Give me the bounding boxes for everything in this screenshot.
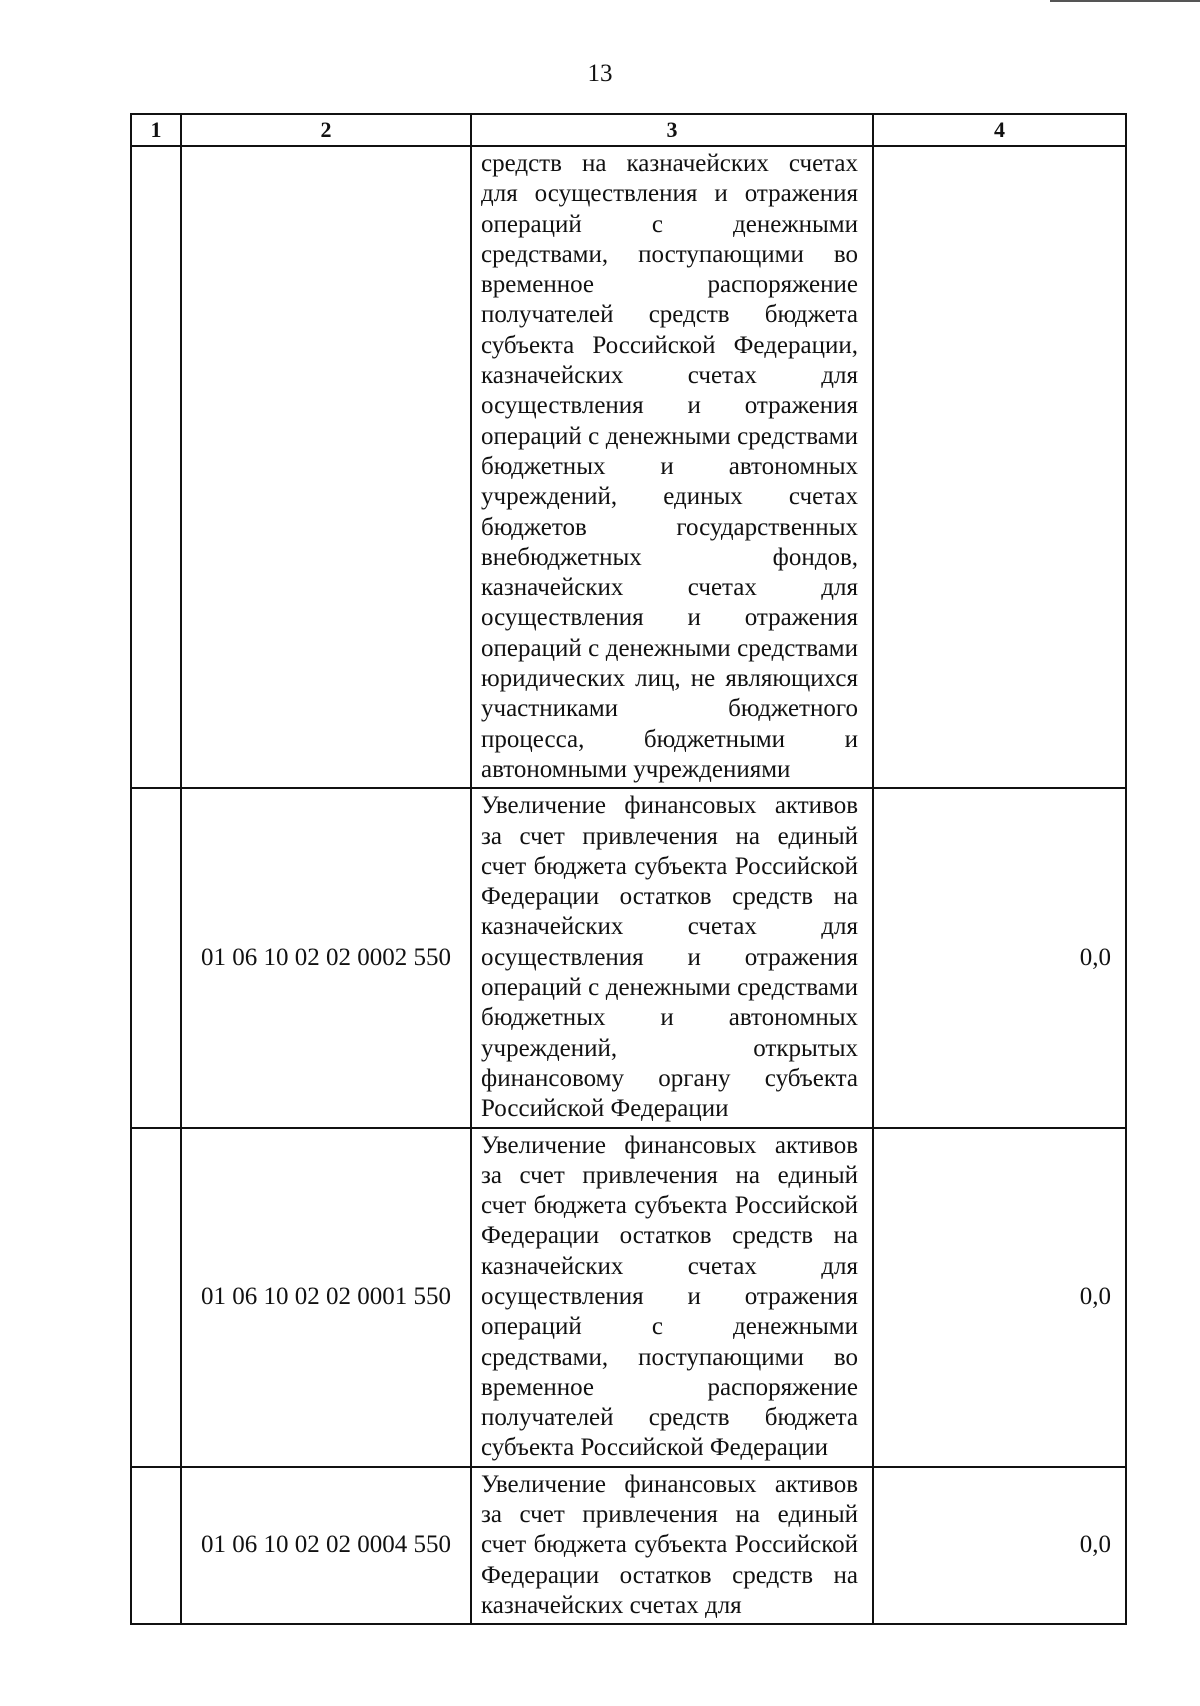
- description-text: Увеличение финансовых активов за счет привлечения на единый счет бюджета субъекта Российской Федерации остатков средств на казначейских счетах для осуществления и отражения операций с денежными средствами бюджетных и автономных учреждений, открытых финансовому органу субъекта Российской Федерации: [481, 792, 858, 1123]
- header-col-4: 4: [873, 114, 1126, 146]
- row-number-cell: [131, 146, 181, 788]
- code-cell: 01 06 10 02 02 0002 550: [181, 788, 471, 1127]
- table-row: [131, 146, 1126, 788]
- table-body: [131, 146, 1126, 1624]
- table-row: [131, 1128, 1126, 1467]
- page-number: 13: [587, 60, 613, 87]
- value-cell: 0,0: [873, 1467, 1126, 1624]
- code-cell: 01 06 10 02 02 0004 550: [181, 1467, 471, 1624]
- value-cell: 0,0: [873, 788, 1126, 1127]
- code-cell: 01 06 10 02 02 0001 550: [181, 1128, 471, 1467]
- header-col-2: 2: [181, 114, 471, 146]
- budget-table: [130, 113, 1127, 1625]
- value-cell: [873, 146, 1126, 788]
- table-header: [131, 114, 1126, 146]
- description-cell: [471, 788, 873, 1127]
- description-cell: [471, 146, 873, 788]
- top-edge-rule: [1050, 0, 1200, 2]
- header-col-1: 1: [131, 114, 181, 146]
- value-cell: 0,0: [873, 1128, 1126, 1467]
- code-cell: [181, 146, 471, 788]
- header-row: [131, 114, 1126, 146]
- description-text: Увеличение финансовых активов за счет привлечения на единый счет бюджета субъекта Российской Федерации остатков средств на казначейских счетах для: [481, 1470, 858, 1619]
- row-number-cell: [131, 1467, 181, 1624]
- budget-table-container: [130, 113, 1127, 1625]
- row-number-cell: [131, 1128, 181, 1467]
- description-cell: [471, 1128, 873, 1467]
- table-row: [131, 788, 1126, 1127]
- description-text: средств на казначейских счетах для осуществления и отражения операций с денежными средствами, поступающими во временное распоряжение получателей средств бюджета субъекта Российской Федерации, казначейских счетах для осуществления и отражения операций с денежными средствами бюджетных и автономных учреждений, единых счетах бюджетов государственных внебюджетных фондов, казначейских счетах для осуществления и отражения операций с денежными средствами юридических лиц, не являющихся участниками бюджетного процесса, бюджетными и автономными учреждениями: [481, 150, 858, 783]
- description-text: Увеличение финансовых активов за счет привлечения на единый счет бюджета субъекта Российской Федерации остатков средств на казначейских счетах для осуществления и отражения операций с денежными средствами, поступающими во временное распоряжение получателей средств бюджета субъекта Российской Федерации: [481, 1131, 858, 1462]
- header-col-3: 3: [471, 114, 873, 146]
- description-cell: [471, 1467, 873, 1624]
- table-row: [131, 1467, 1126, 1624]
- row-number-cell: [131, 788, 181, 1127]
